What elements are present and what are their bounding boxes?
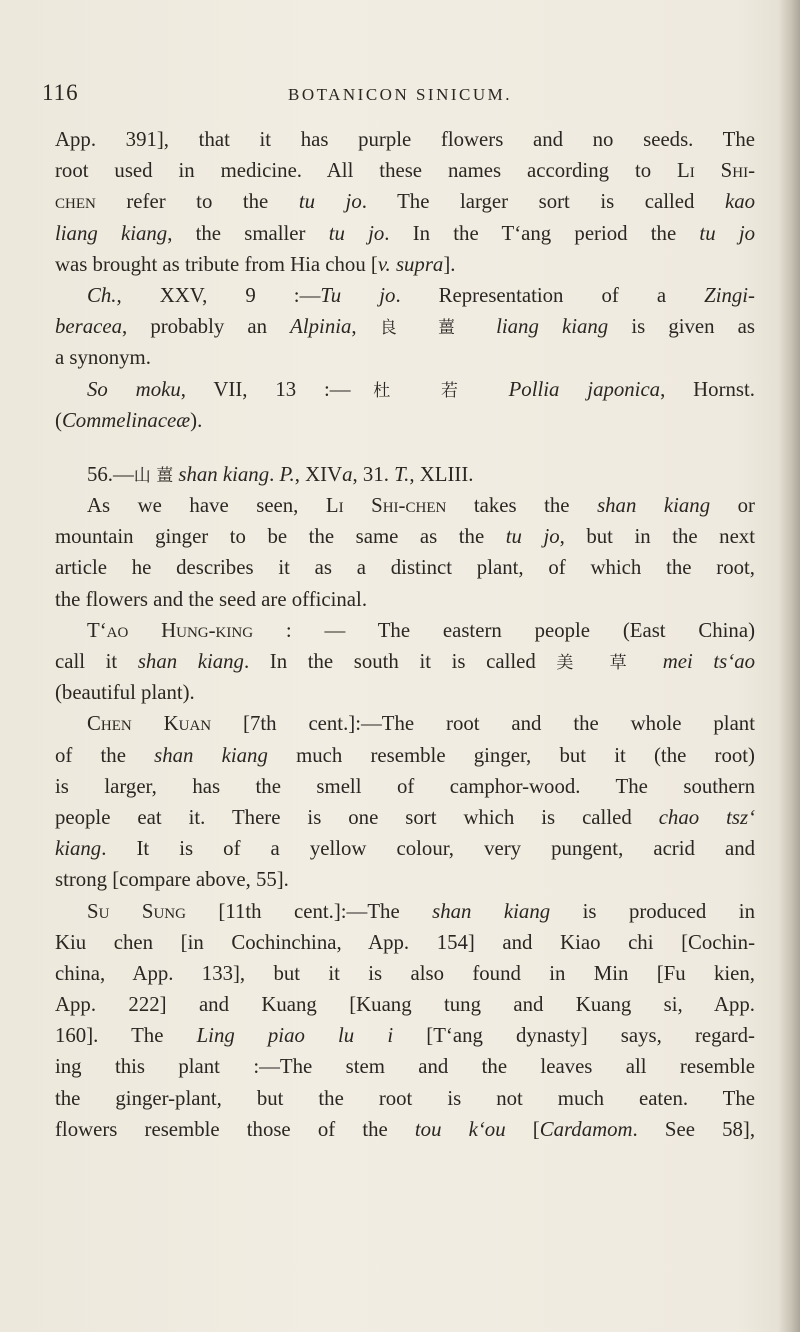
author-name: Su Sung bbox=[87, 899, 186, 923]
text-segment: As we have seen, bbox=[87, 494, 326, 518]
italic-text: Zingi- bbox=[704, 283, 755, 307]
italic-text: liang kiang bbox=[496, 315, 609, 339]
text-segment: . Representation of a bbox=[395, 283, 705, 307]
italic-text: shan kiang bbox=[154, 743, 268, 767]
italic-text: mei ts‘ao bbox=[662, 650, 755, 673]
italic-text: Ch. bbox=[87, 283, 117, 307]
text-line bbox=[55, 552, 755, 583]
italic-text: Pollia japonica bbox=[508, 377, 661, 401]
page-header bbox=[0, 80, 800, 110]
text-segment: . The larger sort is called bbox=[361, 190, 725, 214]
running-title: BOTANICON SINICUM. bbox=[287, 85, 513, 104]
text-segment: , XXV, 9 :— bbox=[116, 283, 321, 307]
italic-text: chao tsz‘ bbox=[658, 805, 755, 829]
text-line bbox=[55, 342, 755, 373]
text-segment: [T‘ang dynasty] says, regard- bbox=[393, 1024, 755, 1048]
text-segment: , probably an bbox=[121, 315, 291, 339]
text-segment: , but in the next bbox=[559, 525, 755, 549]
text-segment: , XLIII. bbox=[409, 462, 474, 486]
text-line bbox=[55, 280, 755, 311]
text-segment: the ginger-plant, but the root is not much eaten. The bbox=[55, 1086, 755, 1110]
text-segment: people eat it. There is one sort which is called bbox=[55, 805, 659, 829]
page-edge-shadow bbox=[778, 0, 800, 1332]
text-line bbox=[55, 459, 755, 490]
author-name: chen bbox=[55, 190, 96, 214]
text-line bbox=[55, 958, 755, 989]
author-name: Li Shi- bbox=[677, 159, 755, 183]
text-segment: a synonym. bbox=[55, 346, 151, 370]
italic-text: So moku bbox=[87, 377, 181, 401]
text-line bbox=[55, 771, 755, 802]
text-segment: flowers resemble those of the bbox=[55, 1117, 415, 1141]
text-line bbox=[55, 989, 755, 1020]
text-segment: App. 391], that it has purple flowers and no seeds. The bbox=[55, 128, 755, 151]
italic-text: shan kiang bbox=[597, 494, 711, 518]
text-segment: , the smaller bbox=[167, 221, 329, 245]
text-line bbox=[55, 708, 755, 739]
text-segment: . bbox=[269, 462, 280, 486]
italic-text: tu jo bbox=[505, 525, 560, 549]
text-line bbox=[55, 615, 755, 646]
text-segment: mountain ginger to be the same as the bbox=[55, 525, 506, 549]
text-segment: (beautiful plant). bbox=[55, 681, 195, 705]
text-segment: the flowers and the seed are officinal. bbox=[55, 587, 368, 611]
text-line bbox=[55, 802, 755, 833]
text-segment: : — The eastern people (East China) bbox=[253, 618, 755, 642]
text-line bbox=[55, 584, 755, 615]
text-segment: ). bbox=[190, 408, 203, 432]
text-segment: is produced in bbox=[550, 899, 755, 923]
text-line bbox=[55, 490, 755, 521]
page-number: 116 bbox=[42, 80, 79, 105]
text-segment: . It is of a yellow colour, very pungent, acrid and bbox=[101, 837, 755, 861]
text-line bbox=[55, 405, 755, 436]
text-line bbox=[55, 740, 755, 771]
text-segment: ]. bbox=[443, 252, 456, 276]
paragraph-gap bbox=[55, 436, 755, 459]
text-segment: of the bbox=[55, 743, 155, 767]
text-segment: , bbox=[351, 315, 380, 339]
text-segment: call it bbox=[55, 650, 138, 673]
text-segment: or bbox=[710, 494, 755, 518]
chinese-characters: 美 草 bbox=[556, 653, 643, 673]
body-text bbox=[55, 124, 755, 1145]
text-segment: ( bbox=[55, 408, 62, 432]
text-segment: 160]. The bbox=[55, 1024, 197, 1048]
text-line bbox=[55, 1051, 755, 1082]
italic-text: shan kiang bbox=[432, 899, 551, 923]
text-line bbox=[55, 677, 755, 708]
text-segment: china, App. 133], but it is also found in Min [Fu kien, bbox=[55, 961, 755, 985]
text-segment: article he describes it as a distinct plant, of which the root, bbox=[55, 556, 755, 580]
text-segment: refer to the bbox=[95, 190, 299, 214]
italic-text: beracea bbox=[55, 315, 122, 339]
text-line bbox=[55, 249, 755, 280]
text-line bbox=[55, 155, 755, 186]
italic-text: kao bbox=[724, 190, 755, 214]
text-segment: [11th cent.]:—The bbox=[185, 899, 433, 923]
text-segment: . In the south it is called bbox=[243, 650, 557, 673]
italic-text: tu jo bbox=[298, 190, 362, 214]
text-line bbox=[55, 186, 755, 217]
text-line bbox=[55, 833, 755, 864]
chinese-characters: 良 薑 bbox=[379, 318, 473, 339]
text-segment: . In the T‘ang period the bbox=[384, 221, 700, 245]
italic-text: shan kiang bbox=[137, 650, 244, 673]
italic-text: kiang bbox=[55, 837, 102, 861]
text-segment: ing this plant :—The stem and the leaves all resemble bbox=[55, 1055, 755, 1079]
text-line bbox=[55, 218, 755, 249]
text-line bbox=[55, 1114, 755, 1145]
author-name: T‘ao Hung-king bbox=[87, 618, 254, 642]
italic-text: Commelinaceæ bbox=[61, 408, 191, 432]
chinese-characters: 杜 若 bbox=[350, 380, 481, 401]
text-line bbox=[55, 646, 755, 677]
author-name: Li Shi-chen bbox=[325, 494, 447, 518]
text-segment bbox=[481, 378, 509, 401]
text-segment: [7th cent.]:—The root and the whole plant bbox=[211, 712, 755, 736]
text-segment: is larger, has the smell of camphor-wood. The southern bbox=[55, 774, 755, 798]
italic-text: v. supra bbox=[377, 252, 444, 276]
text-segment: 56.— bbox=[87, 462, 134, 486]
text-segment: App. 222] and Kuang [Kuang tung and Kuang si, App. bbox=[55, 993, 755, 1017]
italic-text: a bbox=[342, 462, 353, 486]
text-segment: was brought as tribute from Hia chou [ bbox=[55, 252, 378, 276]
text-line bbox=[55, 864, 755, 895]
text-segment: , Hornst. bbox=[660, 377, 755, 401]
text-line bbox=[55, 927, 755, 958]
italic-text: tou k‘ou bbox=[414, 1117, 506, 1141]
text-line bbox=[55, 1083, 755, 1114]
text-line bbox=[55, 311, 755, 342]
text-segment bbox=[473, 315, 496, 338]
text-segment: strong [compare above, 55]. bbox=[55, 868, 289, 892]
text-line bbox=[55, 124, 755, 155]
text-segment: , XIV bbox=[294, 462, 343, 486]
italic-text: P. bbox=[279, 462, 295, 486]
italic-text: Cardamom bbox=[539, 1117, 633, 1141]
italic-text: liang kiang bbox=[55, 221, 168, 245]
text-segment: , VII, 13 :— bbox=[180, 377, 351, 401]
text-segment: is given as bbox=[608, 315, 755, 339]
italic-text: Ling piao lu i bbox=[196, 1024, 394, 1048]
text-line bbox=[55, 374, 755, 405]
text-segment: much resemble ginger, but it (the root) bbox=[267, 743, 755, 767]
text-segment: Kiu chen [in Cochinchina, App. 154] and Kiao chi [Cochin- bbox=[55, 930, 755, 954]
text-segment: takes the bbox=[446, 494, 598, 518]
text-segment: [ bbox=[505, 1117, 540, 1141]
italic-text: Alpinia bbox=[290, 315, 352, 339]
italic-text: Tu jo bbox=[320, 283, 396, 307]
italic-text: tu jo bbox=[699, 221, 756, 245]
author-name: Chen Kuan bbox=[87, 712, 212, 736]
text-line bbox=[55, 896, 755, 927]
text-segment: , 31. bbox=[352, 462, 395, 486]
italic-text: tu jo bbox=[328, 221, 385, 245]
text-segment: root used in medicine. All these names according to bbox=[55, 159, 678, 183]
text-segment bbox=[642, 650, 663, 673]
italic-text: T. bbox=[394, 462, 410, 486]
italic-text: shan kiang bbox=[178, 462, 270, 486]
chinese-characters: 山 薑 bbox=[133, 465, 174, 486]
text-line bbox=[55, 1020, 755, 1051]
text-segment: . See 58], bbox=[632, 1117, 756, 1141]
text-line bbox=[55, 521, 755, 552]
